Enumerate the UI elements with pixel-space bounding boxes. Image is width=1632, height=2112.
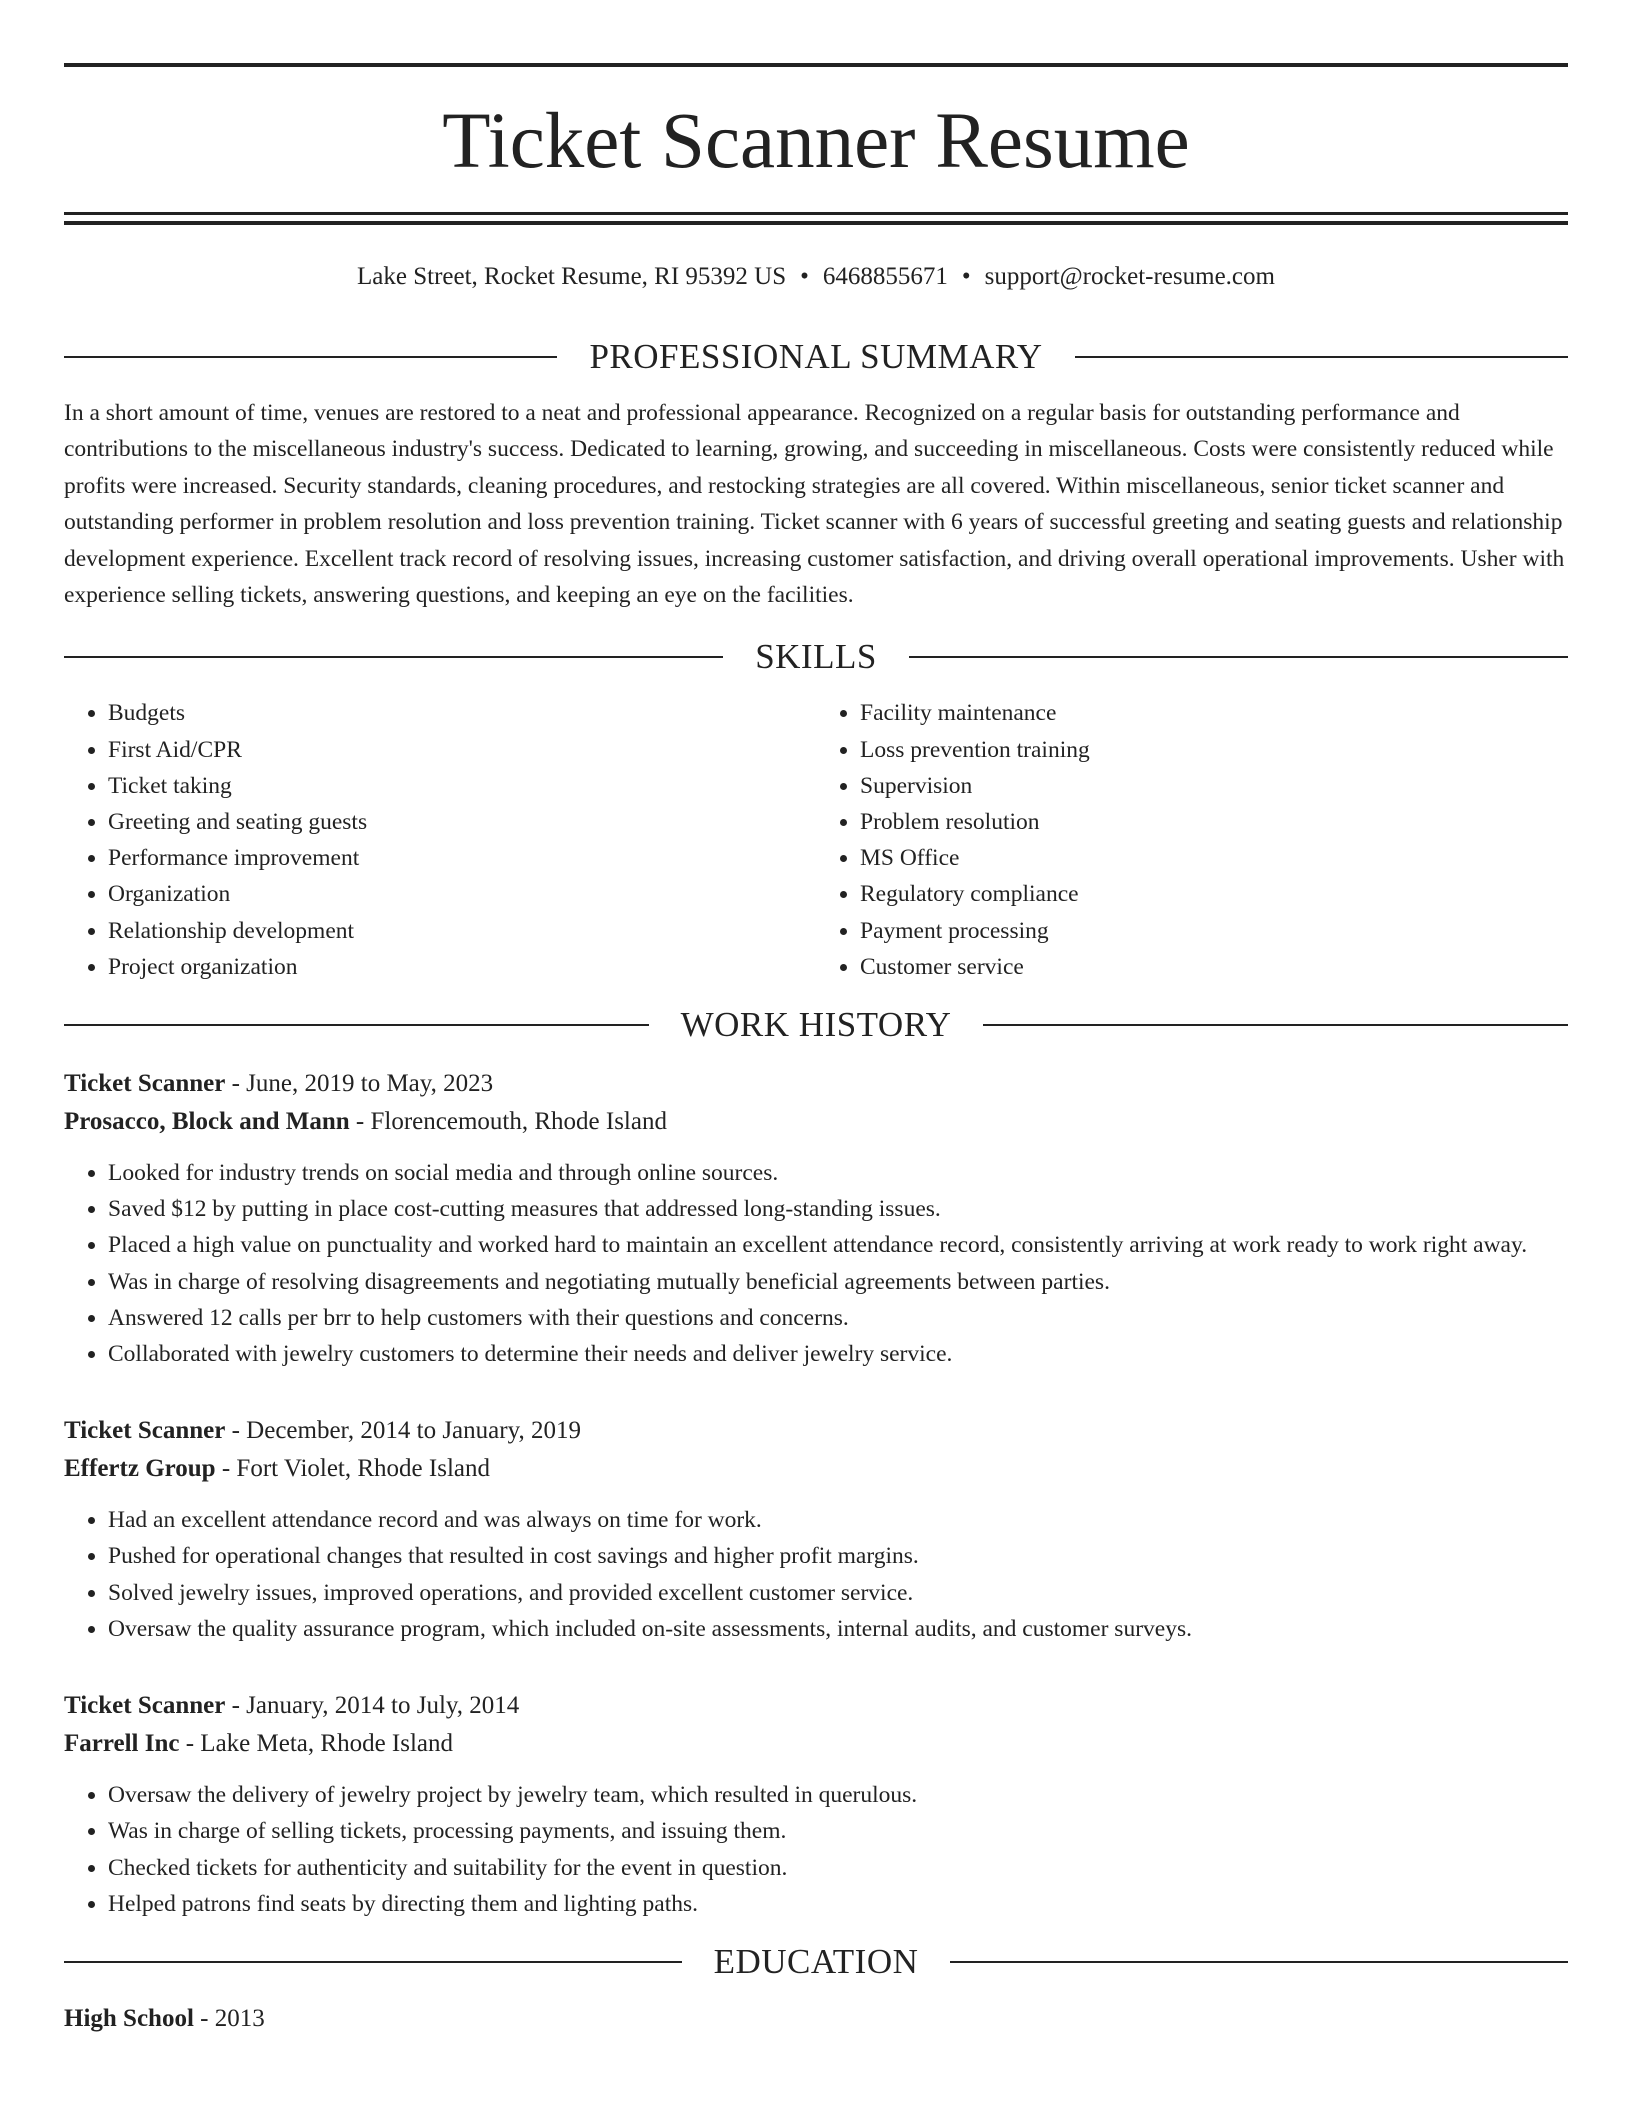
contact-phone: 6468855671 bbox=[822, 263, 948, 290]
education-year: - 2013 bbox=[193, 2004, 265, 2032]
job-entry bbox=[64, 1065, 1568, 1372]
skill-item: • Project organization bbox=[108, 949, 816, 985]
job-location: - Fort Violet, Rhode Island bbox=[215, 1455, 490, 1483]
job-bullet: • Oversaw the delivery of jewelry project by jewelry team, which resulted in querulous. bbox=[108, 1777, 1568, 1813]
job-dates: - June, 2019 to May, 2023 bbox=[225, 1070, 494, 1098]
job-bullets bbox=[64, 1502, 1568, 1647]
section-title: EDUCATION bbox=[713, 1941, 919, 1981]
job-bullet: • Placed a high value on punctuality and worked hard to maintain an excellent attendance record, consistently arriving at work ready to work right away. bbox=[108, 1227, 1568, 1263]
job-bullet: • Was in charge of resolving disagreements and negotiating mutually beneficial agreements between parties. bbox=[108, 1264, 1568, 1300]
job-entry bbox=[64, 1687, 1568, 1922]
section-title: SKILLS bbox=[755, 637, 877, 677]
job-company-line bbox=[64, 1725, 1568, 1763]
skill-item: • Problem resolution bbox=[860, 804, 1568, 840]
skill-item: • Regulatory compliance bbox=[860, 876, 1568, 912]
skill-item: • Performance improvement bbox=[108, 840, 816, 876]
top-rule bbox=[64, 63, 1568, 67]
contact-address: Lake Street, Rocket Resume, RI 95392 US bbox=[357, 263, 787, 290]
job-company-line bbox=[64, 1103, 1568, 1141]
contact-separator: • bbox=[961, 263, 971, 290]
section-header-work-history bbox=[64, 1005, 1568, 1045]
skill-item: • MS Office bbox=[860, 840, 1568, 876]
skill-item: • Supervision bbox=[860, 768, 1568, 804]
double-rule bbox=[64, 212, 1568, 225]
job-bullet: • Solved jewelry issues, improved operations, and provided excellent customer service. bbox=[108, 1575, 1568, 1611]
skills-list bbox=[64, 695, 1568, 985]
job-bullet: • Checked tickets for authenticity and suitability for the event in question. bbox=[108, 1850, 1568, 1886]
job-entry bbox=[64, 1412, 1568, 1647]
job-company: Farrell Inc bbox=[64, 1730, 180, 1758]
job-title: Ticket Scanner bbox=[64, 1692, 226, 1720]
section-title: PROFESSIONAL SUMMARY bbox=[589, 337, 1043, 376]
skill-item: • Greeting and seating guests bbox=[108, 804, 816, 840]
education-school: High School bbox=[64, 2004, 194, 2032]
job-bullet: • Oversaw the quality assurance program, which included on-site assessments, internal audits, and customer surveys. bbox=[108, 1611, 1568, 1647]
job-title-line bbox=[64, 1687, 1568, 1725]
contact-line bbox=[64, 261, 1568, 293]
skill-item: • Relationship development bbox=[108, 913, 816, 949]
job-bullet: • Helped patrons find seats by directing them and lighting paths. bbox=[108, 1886, 1568, 1922]
job-bullet: • Looked for industry trends on social media and through online sources. bbox=[108, 1155, 1568, 1191]
job-bullet: • Collaborated with jewelry customers to determine their needs and deliver jewelry service. bbox=[108, 1336, 1568, 1372]
job-company-line bbox=[64, 1450, 1568, 1488]
skill-item: • Organization bbox=[108, 876, 816, 912]
job-dates: - December, 2014 to January, 2019 bbox=[225, 1417, 581, 1445]
job-bullet: • Had an excellent attendance record and was always on time for work. bbox=[108, 1502, 1568, 1538]
section-header-skills bbox=[64, 637, 1568, 677]
job-title: Ticket Scanner bbox=[64, 1417, 226, 1445]
skill-item: • Ticket taking bbox=[108, 768, 816, 804]
skill-item: • First Aid/CPR bbox=[108, 732, 816, 768]
skill-item: • Loss prevention training bbox=[860, 732, 1568, 768]
job-company: Prosacco, Block and Mann bbox=[64, 1108, 350, 1136]
job-bullet: • Saved $12 by putting in place cost-cutting measures that addressed long-standing issues. bbox=[108, 1191, 1568, 1227]
job-bullet: • Was in charge of selling tickets, processing payments, and issuing them. bbox=[108, 1813, 1568, 1849]
section-header-education bbox=[64, 1942, 1568, 1982]
skill-item: • Budgets bbox=[108, 695, 816, 731]
skill-item: • Payment processing bbox=[860, 913, 1568, 949]
resume-page bbox=[64, 0, 1568, 2038]
job-location: - Florencemouth, Rhode Island bbox=[349, 1108, 667, 1136]
skill-item: • Facility maintenance bbox=[860, 695, 1568, 731]
job-location: - Lake Meta, Rhode Island bbox=[179, 1730, 454, 1758]
job-company: Effertz Group bbox=[64, 1455, 216, 1483]
job-dates: - January, 2014 to July, 2014 bbox=[225, 1692, 520, 1720]
skill-item: • Customer service bbox=[860, 949, 1568, 985]
job-title-line bbox=[64, 1412, 1568, 1450]
job-bullet: • Pushed for operational changes that resulted in cost savings and higher profit margins. bbox=[108, 1538, 1568, 1574]
job-bullets bbox=[64, 1777, 1568, 1922]
job-title-line bbox=[64, 1065, 1568, 1103]
resume-title: Ticket Scanner Resume bbox=[442, 98, 1190, 185]
contact-separator: • bbox=[800, 263, 809, 290]
education-entry bbox=[64, 2000, 1568, 2038]
section-title: WORK HISTORY bbox=[680, 1005, 952, 1045]
skills-column-right bbox=[816, 695, 1568, 985]
professional-summary: In a short amount of time, venues are restored to a neat and professional appearance. Recognized on a regular basis for outstanding performance and contributions to the miscellaneous industry's success. Dedicated to learning, growing, and succeeding in miscellaneous. Costs were consistently reduced while profits were increased. Security standards, cleaning procedures, and restocking strategies are all covered. Within miscellaneous, senior ticket scanner and outstanding performer in problem resolution and loss prevention training. Ticket scanner with 6 years of successful greeting and seating guests and relationship development experience. Excellent track record of resolving issues, increasing customer satisfaction, and driving overall operational improvements. Usher with experience selling tickets, answering questions, and keeping an eye on the facilities. bbox=[64, 400, 1565, 609]
job-bullets bbox=[64, 1155, 1568, 1372]
job-bullet: • Answered 12 calls per brr to help customers with their questions and concerns. bbox=[108, 1300, 1568, 1336]
contact-email: support@rocket-resume.com bbox=[984, 263, 1275, 290]
job-title: Ticket Scanner bbox=[64, 1070, 226, 1098]
section-header-summary bbox=[64, 337, 1568, 377]
skills-column-left bbox=[64, 695, 816, 985]
